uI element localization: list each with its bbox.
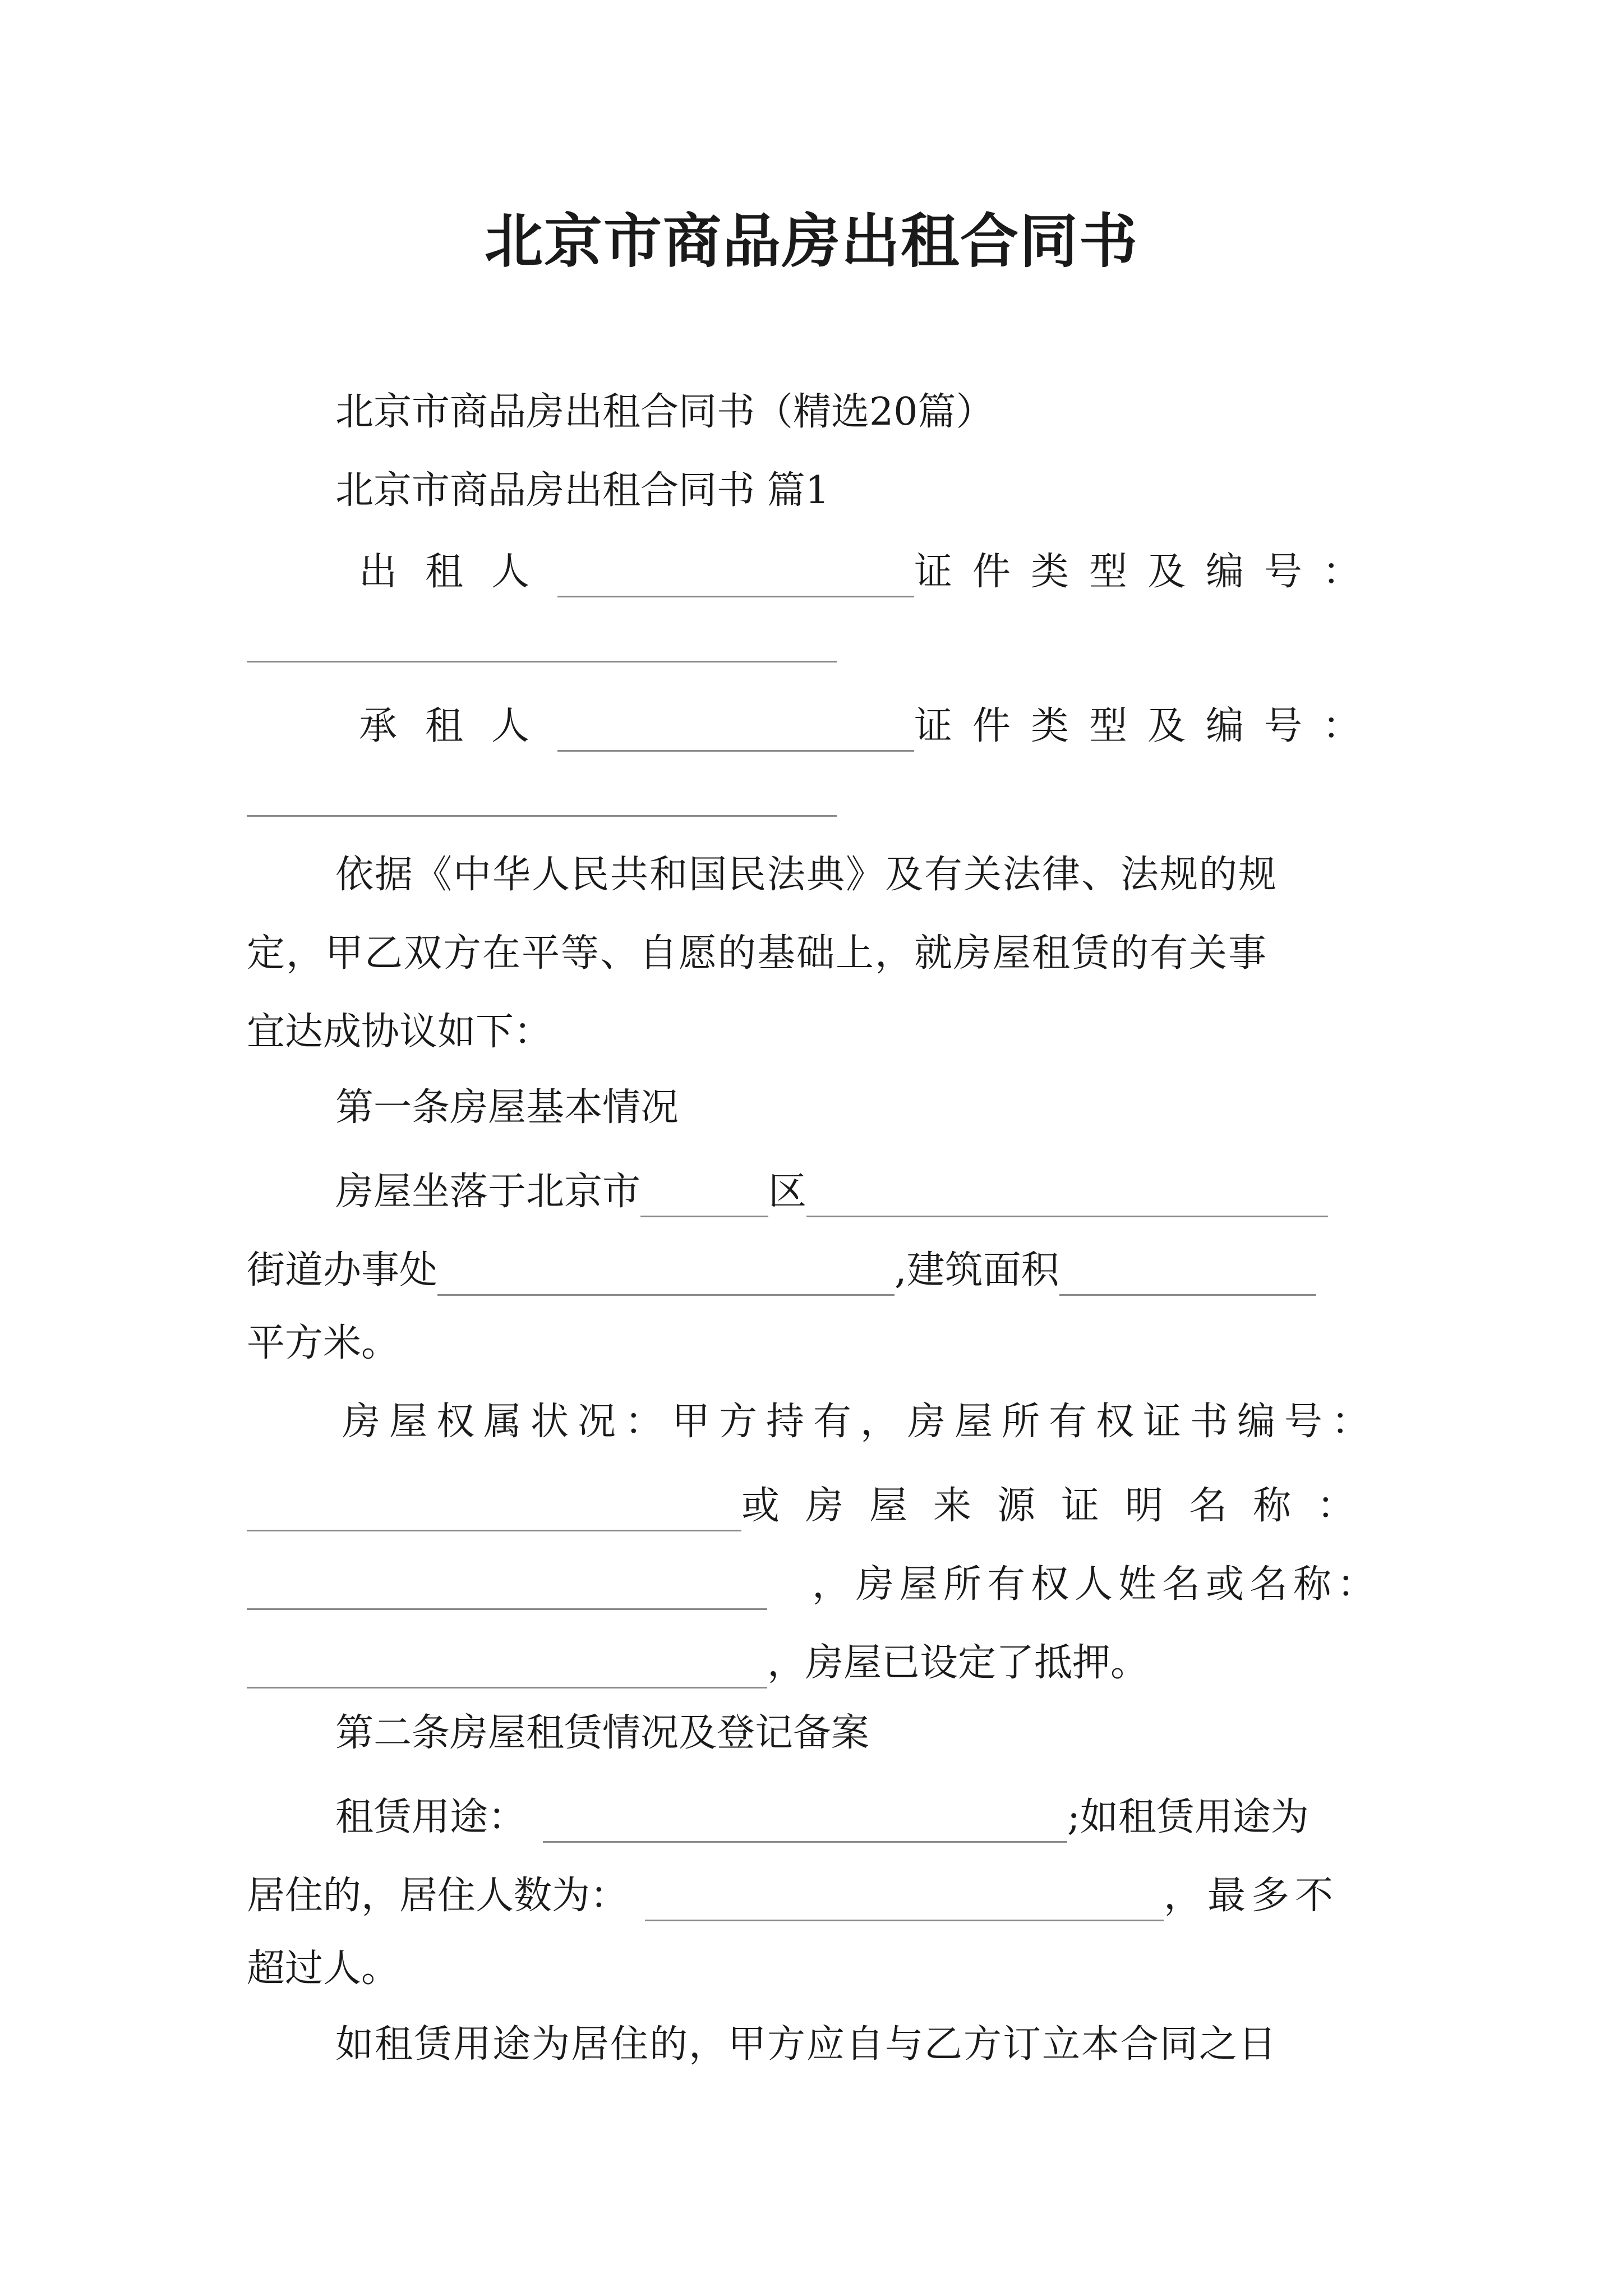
owner-name-row [247,1554,1381,1610]
ownership-cert-field[interactable] [247,1490,741,1531]
ownership-line: 房屋权属状况：甲方持有，房屋所有权证书编号： [342,1400,1379,1444]
lessee-row [359,696,1381,752]
residents-prefix: 居住的，居住人数为： [247,1874,629,1918]
owner-name-field[interactable] [247,1648,767,1688]
subtitle: 北京市商品房出租合同书（精选20篇） [335,390,994,434]
residents-suffix: ，最多不 [1164,1874,1339,1918]
source-cert-row [247,1475,1381,1531]
source-cert-label: 或房屋来源证明名称： [741,1484,1381,1528]
intro-line-3: 宜达成协议如下： [247,1010,552,1054]
building-area-label: ,建筑面积 [895,1248,1059,1292]
owner-name-label: ，房屋所有权人姓名或名称： [811,1562,1381,1607]
residents-row [247,1865,1339,1921]
source-cert-field[interactable] [247,1569,767,1610]
mortgage-row [247,1632,1149,1688]
residents-field[interactable] [645,1880,1164,1921]
lessor-row [359,541,1381,597]
lessee-id-label: 证件类型及编号： [914,704,1381,748]
lessee-name-field[interactable] [557,711,914,752]
lessor-name-field[interactable] [557,556,914,597]
district-label: 区 [768,1170,807,1214]
street-office-label: 街道办事处 [247,1248,438,1292]
location-row [335,1161,1328,1217]
mortgage-text: ，房屋已设定了抵押。 [767,1641,1149,1685]
last-line: 如租赁用途为居住的，甲方应自与乙方订立本合同之日 [335,2022,1278,2067]
address-field[interactable] [806,1176,1328,1217]
use-label: 租赁用途： [335,1795,527,1839]
lessee-id-field[interactable] [247,815,837,817]
street-office-field[interactable] [437,1255,895,1296]
district-field[interactable] [640,1176,768,1217]
building-area-field[interactable] [1059,1255,1316,1296]
lessor-label: 出租人 [359,550,558,594]
article-1-title: 第一条房屋基本情况 [335,1085,679,1130]
intro-line-1: 依据《中华人民共和国民法典》及有关法律、法规的规 [335,853,1278,897]
lessee-label: 承租人 [359,704,558,748]
street-row [247,1240,1316,1296]
use-row [335,1787,1309,1843]
document-title: 北京市商品房出租合同书 [484,206,1138,275]
use-suffix: ;如租赁用途为 [1067,1795,1309,1839]
lessor-id-label: 证件类型及编号： [914,550,1381,594]
intro-line-2: 定，甲乙双方在平等、自愿的基础上，就房屋租赁的有关事 [247,931,1268,976]
square-meters-text: 平方米。 [247,1321,400,1365]
exceed-text: 超过人。 [247,1947,400,1991]
location-prefix: 房屋坐落于北京市 [335,1170,641,1214]
lessor-id-field[interactable] [247,661,837,662]
article-2-title: 第二条房屋租赁情况及登记备案 [335,1711,870,1755]
use-field[interactable] [543,1802,1067,1843]
section-heading: 北京市商品房出租合同书 篇1 [335,468,829,513]
